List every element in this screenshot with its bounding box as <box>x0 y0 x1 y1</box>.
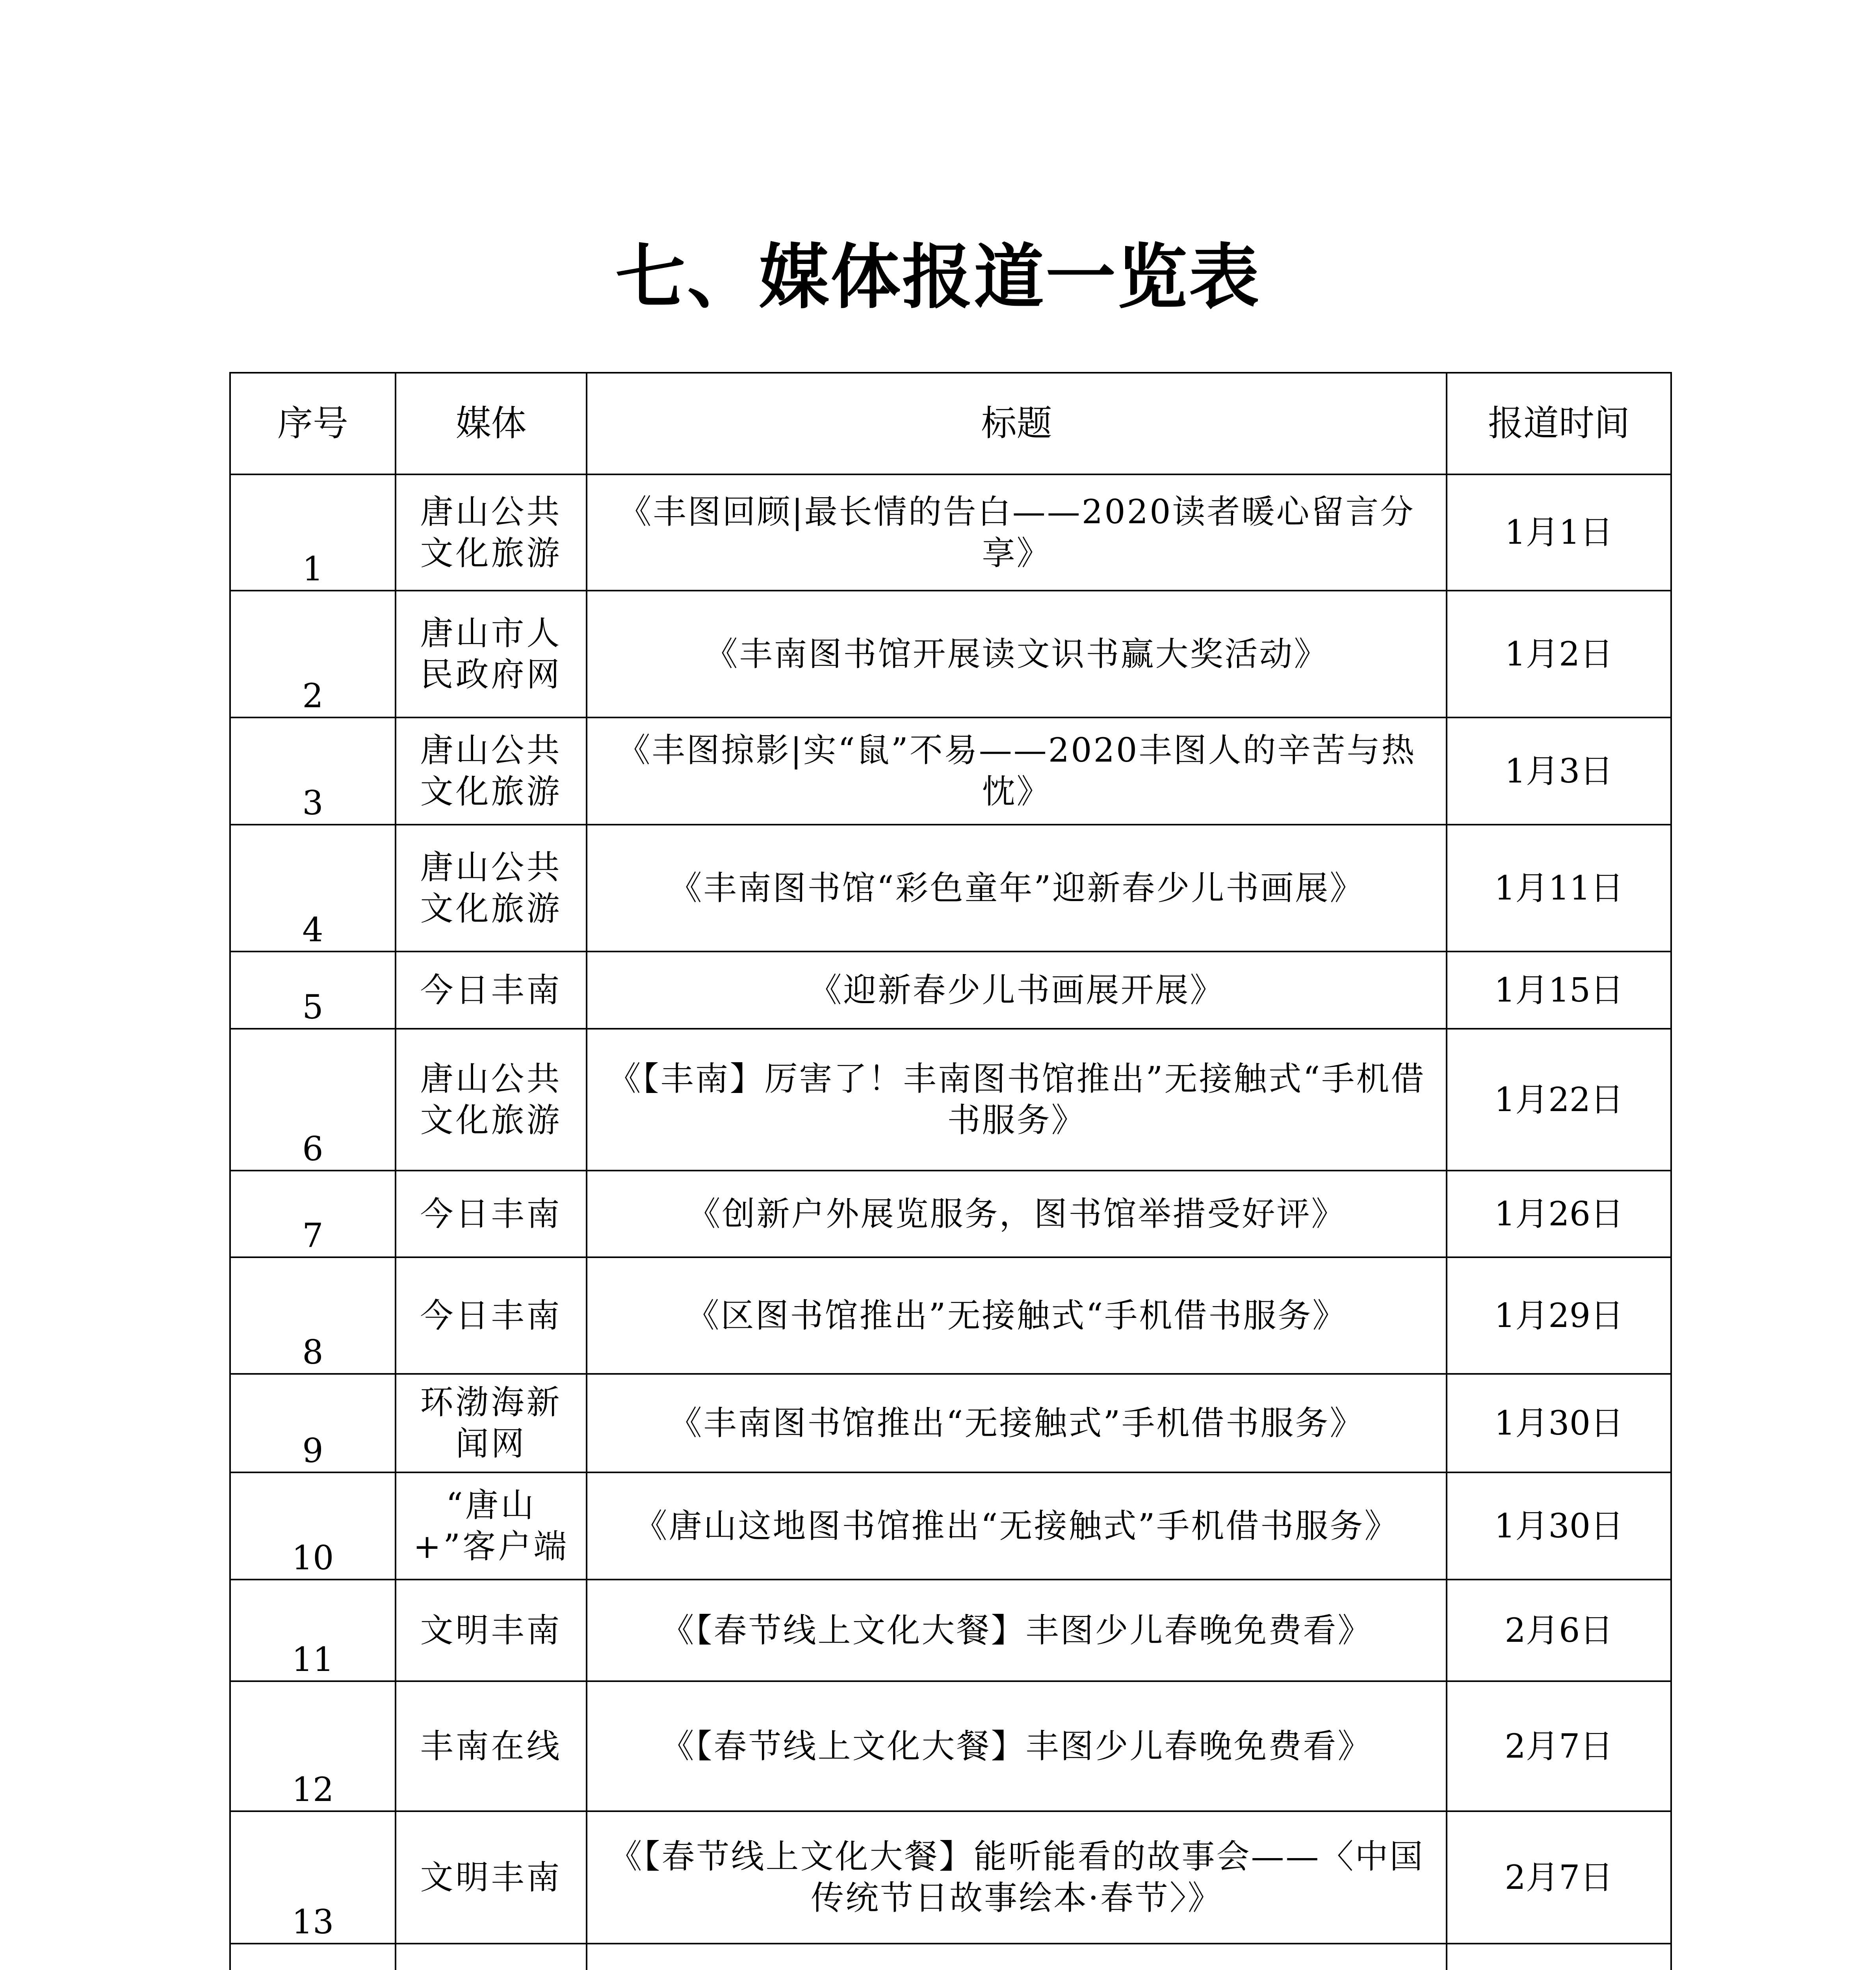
row-media: “唐山+”客户端 <box>396 1472 587 1580</box>
row-media: 今日丰南 <box>396 1171 587 1257</box>
row-number: 4 <box>230 825 396 952</box>
row-date: 1月1日 <box>1447 474 1671 591</box>
row-media: 环渤海新闻网 <box>396 1374 587 1472</box>
row-headline: 《创新户外展览服务，图书馆举措受好评》 <box>587 1171 1447 1257</box>
row-headline <box>587 1944 1447 1970</box>
row-date: 1月22日 <box>1447 1029 1671 1171</box>
table-row <box>230 952 1671 1029</box>
row-headline: 《丰图掠影|实“鼠”不易——2020丰图人的辛苦与热忱》 <box>587 717 1447 825</box>
row-date: 1月26日 <box>1447 1171 1671 1257</box>
row-headline: 《丰南图书馆开展读文识书赢大奖活动》 <box>587 591 1447 717</box>
table-row <box>230 1811 1671 1944</box>
table-row <box>230 717 1671 825</box>
row-headline: 《【春节线上文化大餐】丰图少儿春晚免费看》 <box>587 1580 1447 1681</box>
row-headline: 《【春节线上文化大餐】能听能看的故事会——〈中国传统节日故事绘本·春节〉》 <box>587 1811 1447 1944</box>
table-header-row <box>230 373 1671 474</box>
row-date: 2月7日 <box>1447 1811 1671 1944</box>
row-media: 唐山市人民政府网 <box>396 591 587 717</box>
row-headline: 《丰图回顾|最长情的告白——2020读者暖心留言分享》 <box>587 474 1447 591</box>
row-media <box>396 1944 587 1970</box>
row-date: 1月3日 <box>1447 717 1671 825</box>
row-date: 1月11日 <box>1447 825 1671 952</box>
row-media: 唐山公共文化旅游 <box>396 717 587 825</box>
table-row <box>230 1257 1671 1374</box>
row-number: 5 <box>230 952 396 1029</box>
column-header-headline: 标题 <box>587 373 1447 474</box>
row-headline: 《【丰南】厉害了！丰南图书馆推出”无接触式“手机借书服务》 <box>587 1029 1447 1171</box>
row-date: 1月15日 <box>1447 952 1671 1029</box>
row-date: 2月7日 <box>1447 1681 1671 1811</box>
column-header-media: 媒体 <box>396 373 587 474</box>
row-media: 唐山公共文化旅游 <box>396 1029 587 1171</box>
table-row <box>230 1681 1671 1811</box>
row-number: 8 <box>230 1257 396 1374</box>
table-row <box>230 1171 1671 1257</box>
row-media: 唐山公共文化旅游 <box>396 825 587 952</box>
row-media: 文明丰南 <box>396 1811 587 1944</box>
row-date: 1月2日 <box>1447 591 1671 717</box>
row-number: 12 <box>230 1681 396 1811</box>
row-media: 文明丰南 <box>396 1580 587 1681</box>
row-number: 2 <box>230 591 396 717</box>
table-row <box>230 1374 1671 1472</box>
row-number: 11 <box>230 1580 396 1681</box>
media-report-table <box>229 372 1672 1970</box>
row-number: 6 <box>230 1029 396 1171</box>
page-title: 七、媒体报道一览表 <box>615 236 1261 318</box>
row-date: 2月6日 <box>1447 1580 1671 1681</box>
row-number: 3 <box>230 717 396 825</box>
row-headline: 《丰南图书馆“彩色童年”迎新春少儿书画展》 <box>587 825 1447 952</box>
table-row <box>230 474 1671 591</box>
row-headline: 《唐山这地图书馆推出“无接触式”手机借书服务》 <box>587 1472 1447 1580</box>
row-date: 1月30日 <box>1447 1472 1671 1580</box>
table-row <box>230 591 1671 717</box>
row-number: 7 <box>230 1171 396 1257</box>
row-media: 唐山公共文化旅游 <box>396 474 587 591</box>
row-headline: 《区图书馆推出”无接触式“手机借书服务》 <box>587 1257 1447 1374</box>
row-headline: 《【春节线上文化大餐】丰图少儿春晚免费看》 <box>587 1681 1447 1811</box>
row-media: 丰南在线 <box>396 1681 587 1811</box>
table-row <box>230 1944 1671 1970</box>
row-number: 13 <box>230 1811 396 1944</box>
row-number: 10 <box>230 1472 396 1580</box>
row-date <box>1447 1944 1671 1970</box>
row-number: 9 <box>230 1374 396 1472</box>
column-header-date: 报道时间 <box>1447 373 1671 474</box>
column-header-number: 序号 <box>230 373 396 474</box>
table-row <box>230 825 1671 952</box>
row-headline: 《迎新春少儿书画展开展》 <box>587 952 1447 1029</box>
row-date: 1月30日 <box>1447 1374 1671 1472</box>
table-row <box>230 1029 1671 1171</box>
row-media: 今日丰南 <box>396 1257 587 1374</box>
row-media: 今日丰南 <box>396 952 587 1029</box>
table-row <box>230 1580 1671 1681</box>
row-date: 1月29日 <box>1447 1257 1671 1374</box>
table-row <box>230 1472 1671 1580</box>
row-number <box>230 1944 396 1970</box>
row-headline: 《丰南图书馆推出“无接触式”手机借书服务》 <box>587 1374 1447 1472</box>
row-number: 1 <box>230 474 396 591</box>
